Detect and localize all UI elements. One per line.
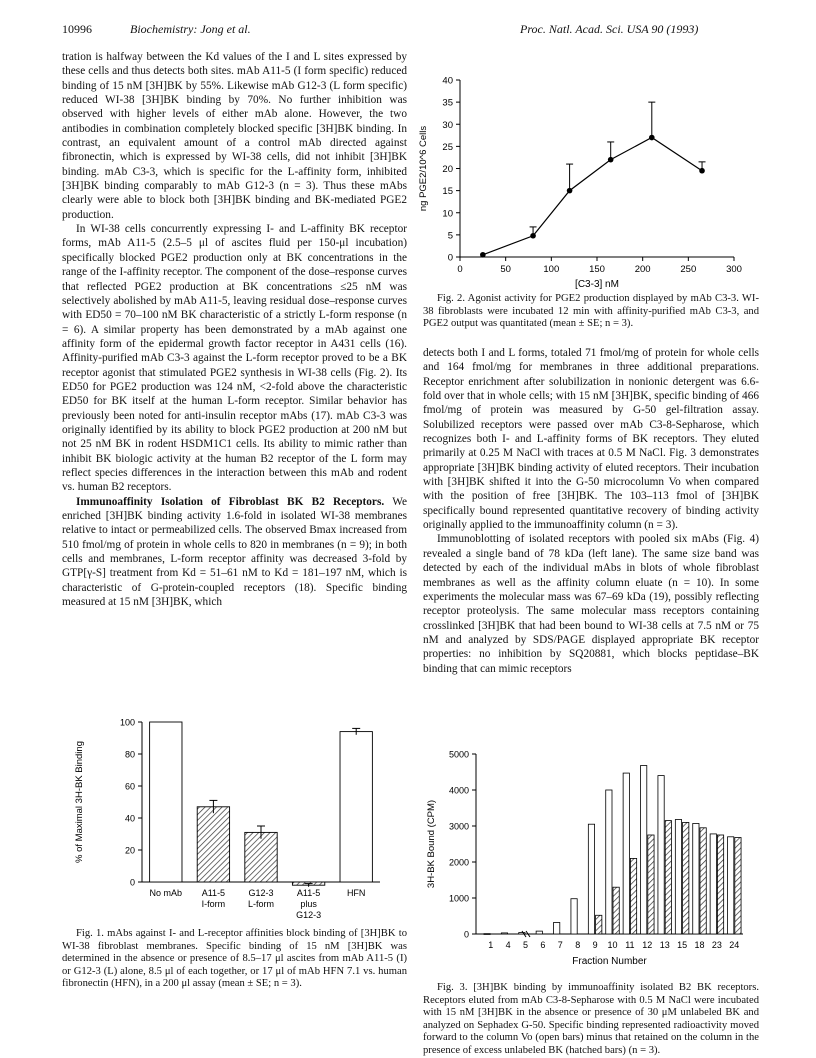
left-column — [62, 50, 407, 609]
fig3-bar-open — [606, 790, 612, 934]
fig1-y-tick-label: 100 — [119, 717, 135, 728]
running-head-right: Proc. Natl. Acad. Sci. USA 90 (1993) — [520, 22, 699, 36]
fig3-x-tick-label: 23 — [711, 940, 722, 950]
fig1-category-label: HFN — [346, 888, 366, 898]
fig1-bar — [245, 832, 277, 882]
fig3-y-tick-label: 1000 — [448, 893, 469, 904]
fig2-data-point — [480, 252, 486, 258]
fig2-y-tick-label: 25 — [442, 141, 453, 153]
fig3-bar-open — [484, 934, 490, 935]
figure-2-caption: Fig. 2. Agonist activity for PGE2 production displayed by mAb C3-3. WI-38 fibroblasts were incubated 12 min with affinity-purified mAb C3-3, and PGE2 output was quantitated (mean ± SE; n = 3). — [423, 293, 759, 330]
right-column — [423, 346, 759, 676]
fig3-x-tick-label: 7 — [557, 940, 563, 950]
fig3-bar-open — [571, 899, 577, 934]
fig2-x-axis-label: [C3-3] nM — [575, 279, 619, 290]
fig2-x-tick-label: 300 — [726, 264, 742, 275]
fig3-y-axis-label: 3H-BK Bound (CPM) — [426, 799, 437, 889]
fig3-bar-hatched — [613, 887, 619, 934]
fig1-y-tick-label: 60 — [124, 781, 135, 792]
fig3-bar-hatched — [717, 835, 723, 934]
fig2-y-tick-label: 5 — [447, 230, 453, 242]
fig2-data-point — [530, 233, 536, 239]
fig1-y-tick-label: 0 — [129, 877, 135, 888]
fig3-x-tick-label: 18 — [694, 940, 705, 950]
fig2-x-tick-label: 0 — [457, 264, 463, 275]
fig3-bar-open — [675, 820, 681, 934]
fig3-bar-hatched — [648, 835, 654, 934]
fig3-bar-open — [554, 922, 560, 934]
fig3-x-tick-label: 6 — [540, 940, 546, 950]
fig2-y-tick-label: 40 — [442, 75, 453, 87]
fig3-x-tick-label: 24 — [729, 940, 740, 950]
fig2-data-point — [699, 168, 705, 174]
fig3-plot — [426, 750, 743, 968]
fig2-y-tick-label: 15 — [442, 186, 453, 198]
fig2-data-point — [567, 188, 573, 194]
figure-2-chart — [412, 72, 757, 292]
fig3-bar-open — [658, 776, 664, 934]
fig3-x-tick-label: 5 — [522, 940, 529, 950]
fig3-x-axis-label: Fraction Number — [572, 956, 647, 967]
fig2-x-tick-label: 250 — [680, 264, 697, 275]
fig1-category-label: I-form — [201, 899, 226, 909]
fig2-y-tick-label: 35 — [442, 97, 453, 109]
fig3-y-tick-label: 2000 — [448, 857, 469, 868]
fig2-x-tick-label: 100 — [543, 264, 560, 275]
fig1-category-label: G12-3 — [248, 888, 274, 898]
fig1-category-label: L-form — [247, 899, 275, 909]
fig3-x-tick-label: 8 — [575, 940, 581, 950]
fig1-plot — [74, 718, 380, 921]
paragraph: tration is halfway between the Kd values of the I and L sites expressed by these cells and thus detects both sites. mAb A11-5 (I form specific) reduced binding of 15 nM [3H]BK by 55%. Likewise mAb G12-3 (L form specific) reduced WI-38 [3H]BK binding by 70%. No further inhibition was observed with higher levels of either mAb alone. However, the two antibodies in combination completely blocked specific [3H]BK binding. In contrast, an equivalent amount of a control mAb directed against fibronectin, which is expressed by WI-38 cells, did not inhibit [3H]BK binding. mAb C3-3, which is specific for the L-affinity form, inhibited [3H]BK binding comparably to mAb G12-3 (n = 3). Thus these mAbs clearly were able to block both [3H]BK binding and BK-mediated PGE2 production. — [62, 51, 407, 221]
figure-3-chart — [418, 746, 763, 974]
fig3-bar-hatched — [735, 838, 741, 934]
fig3-x-tick-label: 1 — [488, 940, 494, 950]
fig3-x-tick-label: 15 — [677, 940, 688, 950]
fig2-x-tick-label: 150 — [589, 264, 605, 275]
fig3-bar-hatched — [596, 915, 602, 934]
fig2-y-tick-label: 30 — [442, 119, 453, 131]
fig2-data-point — [608, 157, 614, 163]
fig1-y-tick-label: 20 — [124, 845, 135, 856]
fig2-y-tick-label: 20 — [442, 164, 453, 175]
fig3-bar-open — [641, 766, 647, 934]
section-heading: Immunoaffinity Isolation of Fibroblast BK B2 Receptors. — [76, 495, 385, 508]
fig3-bar-open — [693, 823, 699, 934]
fig1-category-label: A11-5 — [201, 888, 226, 898]
fig2-series-line — [483, 138, 702, 255]
fig3-bar-hatched — [630, 858, 636, 934]
paragraph: In WI-38 cells concurrently expressing I- and L-affinity BK receptor forms, mAb A11-5 (2.5–5 μl of ascites fluid per 150-μl incubation) specifically blocked PGE2 production only at BK concentrations in the range of the I-affinity receptor. The component of the dose–response curves that reflected PGE2 production at BK concentrations ≤25 nM was selectively abolished by mAb A11-5, leaving residual dose–response curves with ED50 = 70–100 nM BK characteristic of a strictly L-form response (n = 6). A similar property has been demonstrated by a mAb against one affinity form of the epidermal growth factor receptor in A431 cells (16). Affinity-purified mAb C3-3 against the L-form receptor proved to be a BK receptor agonist that stimulated PGE2 synthesis in WI-38 cells (Fig. 2). Its ED50 for PGE2 production was 124 nM, <2-fold above the characteristic ED50 for BK itself at the human L-form receptor. Similar behavior has previously been noted for anti-insulin receptor mAbs (17). mAb C3-3 was originally identified by its ability to block PGE2 production at 200 nM but not 25 nM BK in rodent HSDM1C1 cells. Its ability to mimic rather than inhibit BK biologic activity at the human B2 receptor of the L form may reflect species differences in the interaction between this mAb and rodent vs. human B2 receptors. — [62, 223, 407, 494]
fig1-category-label: A11-5 — [296, 888, 321, 898]
fig1-y-tick-label: 40 — [124, 813, 135, 824]
fig2-y-tick-label: 10 — [442, 208, 453, 220]
paragraph: Immunoaffinity Isolation of Fibroblast BK B2 Receptors. We enriched [3H]BK binding activity 1.6-fold in isolated WI-38 membranes relative to intact or permeabilized cells. The observed Bmax increased from 510 fmol/mg of protein in whole cells to 820 in membranes (n = 9); in both cells and membranes, L-form receptor affinity was decreased 3-fold by GTP[γ-S] treatment from Kd = 51–61 nM to Kd = 181–197 nM, which is characteristic of G-protein-coupled receptors (18). Specific binding measured at 15 nM [3H]BK, which — [62, 495, 407, 609]
running-head-left: Biochemistry: Jong et al. — [130, 22, 251, 36]
fig1-bar — [340, 732, 372, 882]
fig2-data-point — [649, 135, 655, 141]
fig3-bar-open — [588, 824, 594, 934]
figure-1-chart — [62, 712, 407, 922]
fig2-x-tick-label: 200 — [634, 264, 651, 275]
fig1-bar — [197, 807, 229, 882]
fig3-y-tick-label: 4000 — [448, 785, 469, 796]
fig2-plot — [418, 76, 742, 291]
fig1-category-label: plus — [300, 899, 317, 909]
fig3-x-tick-label: 13 — [659, 940, 670, 950]
fig2-y-axis-label: ng PGE2/10^6 Cells — [418, 125, 429, 212]
fig3-bar-open — [536, 931, 542, 934]
fig3-bar-open — [728, 837, 734, 934]
fig3-y-tick-label: 0 — [463, 929, 469, 940]
fig3-bar-open — [623, 773, 629, 934]
fig3-bar-hatched — [683, 822, 689, 934]
fig3-bar-open — [710, 834, 716, 934]
fig1-bar — [150, 722, 182, 882]
fig3-x-tick-label: 11 — [625, 940, 635, 950]
fig1-y-tick-label: 80 — [124, 749, 135, 760]
figure-1-caption: Fig. 1. mAbs against I- and L-receptor affinities block binding of [3H]BK to WI-38 fibroblast membranes. Specific binding of 15 nM [3H]BK was determined in the absence or presence of 8.5–17 μl ascites from mAb A11-5 (I) or G12-3 (L) alone, 8.5 μl of each together, or 17 μl of mAb HFN 7.1 vs. human fibronectin (HFN), in a 200 μl assay (mean ± SE; n = 3). — [62, 928, 407, 990]
fig2-y-tick-label: 0 — [447, 252, 453, 264]
fig3-y-tick-label: 5000 — [448, 749, 469, 760]
fig3-x-tick-label: 10 — [607, 940, 618, 950]
fig2-x-tick-label: 50 — [500, 264, 511, 275]
fig3-bar-open — [501, 933, 507, 934]
fig3-bar-hatched — [665, 821, 671, 934]
fig3-x-tick-label: 4 — [505, 940, 511, 950]
paragraph: detects both I and L forms, totaled 71 fmol/mg of protein for whole cells and 164 fmol/mg for membranes in three additional preparations. Receptor enrichment after solubilization in nonionic detergent was 6.6-fold over that in whole cells; with 15 nM [3H]BK, specific binding of 466 fmol/mg of protein was measured by G-50 gel-filtration assay. Solubilized receptors were passed over mAb C3-8-Sepharose, which recognizes both I- and L-affinity forms of BK receptors. They eluted primarily at 0.25 M NaCl with traces at 0.5 M NaCl. Fig. 3 demonstrates appropriate [3H]BK binding activity of eluted receptors. Their incubation with [3H]BK shifted it into the G-50 microcolumn Vo when compared with the position of free [3H]BK. The 103–113 fmol of [3H]BK specifically bound represented quantitative recovery of binding activity originally applied to the immunoaffinity column (n = 3). — [423, 347, 759, 532]
fig1-y-axis-label: % of Maximal 3H-BK Binding — [74, 741, 85, 863]
paragraph: Immunoblotting of isolated receptors with pooled six mAbs (Fig. 4) revealed a single band of 78 kDa (left lane). The same size band was detected by each of the individual mAbs in blots of whole fibroblast membranes as well as the affinity column eluate (n = 10). In some experiments the molecular mass was 67–69 kDa (19), possibly reflecting receptor proteolysis. The same molecular mass receptors containing crosslinked [3H]BK that had been bound to WI-38 cells at 7.5 nM or 75 nM and analyzed by SDS/PAGE displayed appropriate BK receptor properties: no inhibition by SQ20881, which blocks peptidase–BK binding that can mimic receptors — [423, 533, 759, 675]
fig1-category-label: No mAb — [149, 888, 183, 898]
fig3-x-tick-label: 12 — [642, 940, 653, 950]
figure-3-caption: Fig. 3. [3H]BK binding by immunoaffinity isolated B2 BK receptors. Receptors eluted from mAb C3-8-Sepharose with 0.5 M NaCl were incubated with 15 nM [3H]BK in the absence or presence of 30 μM unlabeled BK and analyzed on Sephadex G-50. Specific binding represented radioactivity moved forward to the column Vo (open bars) minus that retained on the column in the presence of excess unlabeled BK (hatched bars) (n = 3). — [423, 982, 759, 1056]
fig3-y-tick-label: 3000 — [448, 821, 469, 832]
fig3-bar-hatched — [700, 828, 706, 934]
page-number: 10996 — [62, 22, 92, 36]
fig1-category-label: G12-3 — [296, 910, 322, 920]
fig3-x-tick-label: 9 — [592, 940, 598, 950]
